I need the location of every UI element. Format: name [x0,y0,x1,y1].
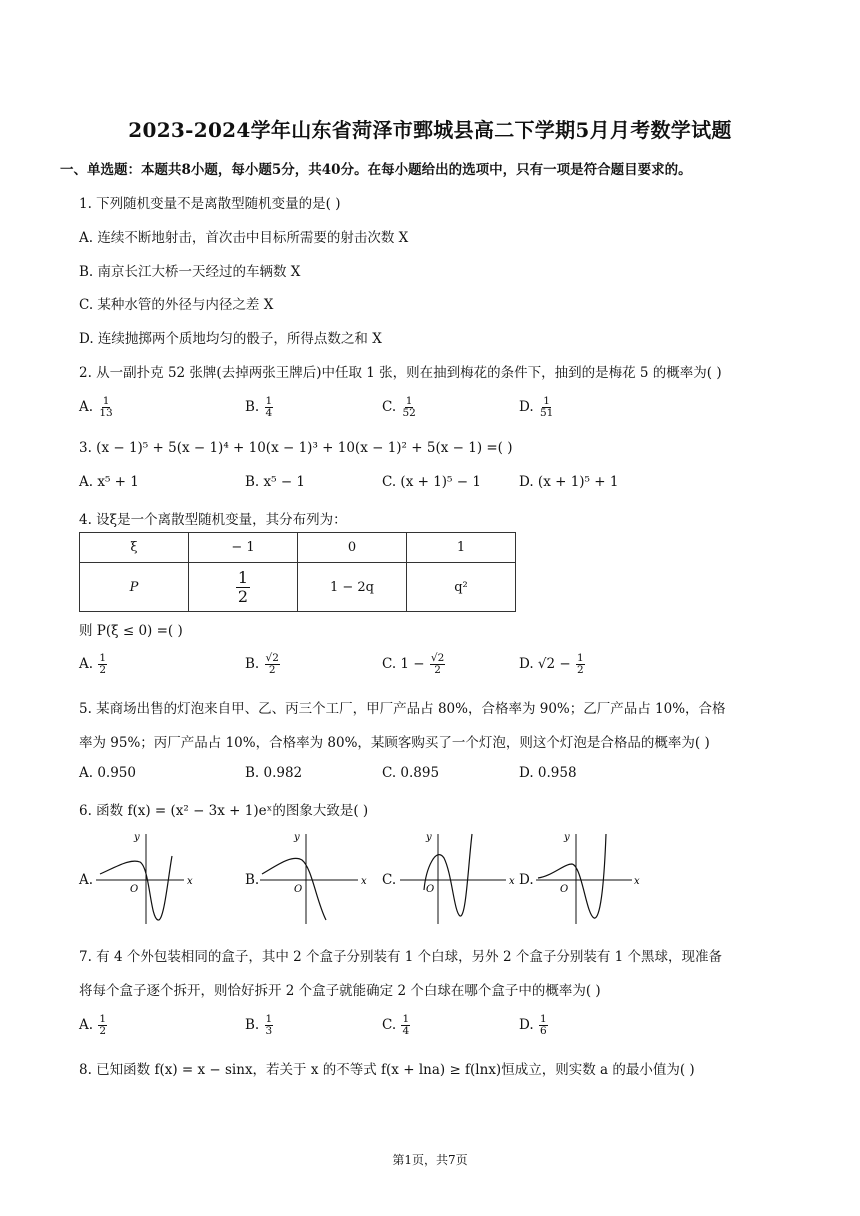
svg-text:y: y [294,832,300,843]
q1-stem: 1. 下列随机变量不是离散型随机变量的是( ) [79,196,341,212]
page-footer: 第1页，共7页 [392,1153,468,1167]
section-heading: 一、单选题：本题共8小题，每小题5分，共40分。在每小题给出的选项中，只有一项是符合题目要求的。 [60,162,692,178]
q3-option-a: A. x⁵ + 1 [79,474,139,490]
q4-option-c: C. 1 − $\frac{√2}{2}$ [382,652,445,677]
q6-label-c: C. [382,872,397,888]
table-cell: q² [407,563,516,612]
q4-stem: 4. 设ξ是一个离散型随机变量，其分布列为： [79,512,347,528]
table-cell: 1 − 2q [298,563,407,612]
q7-option-d: D. $\frac{1}{6}$ [519,1013,547,1038]
graph-a [94,828,218,926]
svg-text:y: y [564,832,570,843]
table-header-cell: ξ [80,533,189,563]
q6-label-d: D. [519,872,534,888]
y-axis-label: y [134,832,140,843]
table-header-cell: − 1 [189,533,298,563]
q4-ask: 则 P(ξ ≤ 0) =( ) [79,623,183,639]
graph-d [534,828,658,926]
distribution-table [79,532,516,612]
svg-text:O: O [560,884,569,895]
q1-option-d: D. 连续抛掷两个质地均匀的骰子，所得点数之和 X [79,331,382,347]
q2-stem: 2. 从一副扑克 52 张牌(去掉两张王牌后)中任取 1 张，则在抽到梅花的条件下，抽到的是梅花 5 的概率为( ) [79,365,722,381]
q7-option-a: A. $\frac{1}{2}$ [79,1013,107,1038]
q2-option-d: D. $\frac{1}{51}$ [519,395,554,420]
q5-stem-line1: 5. 某商场出售的灯泡来自甲、乙、丙三个工厂，甲厂产品占 80%，合格率为 90%；乙厂产品占 10%，合格 [79,701,726,717]
q5-option-d: D. 0.958 [519,765,577,781]
x-axis-label: x [187,876,193,887]
q2-option-b: B. $\frac{1}{4}$ [245,395,273,420]
q8-stem: 8. 已知函数 f(x) = x − sinx，若关于 x 的不等式 f(x + lna) ≥ f(lnx)恒成立，则实数 a 的最小值为( ) [79,1062,695,1078]
q5-option-c: C. 0.895 [382,765,440,781]
svg-text:x: x [634,876,640,887]
graph-b [258,828,382,926]
table-header-cell: 1 [407,533,516,563]
q4-option-d: D. √2 − $\frac{1}{2}$ [519,652,584,677]
svg-text:y: y [426,832,432,843]
svg-text:O: O [294,884,303,895]
q6-label-a: A. [79,872,94,888]
table-row-label: P [80,563,189,612]
table-header-cell: 0 [298,533,407,563]
q1-option-a: A. 连续不断地射击，首次击中目标所需要的射击次数 X [79,230,409,246]
q3-stem: 3. (x − 1)⁵ + 5(x − 1)⁴ + 10(x − 1)³ + 10(x − 1)² + 5(x − 1) =( ) [79,440,513,456]
q4-option-b: B. $\frac{√2}{2}$ [245,652,279,677]
graph-c [396,828,520,926]
svg-text:x: x [509,876,515,887]
q3-option-c: C. (x + 1)⁵ − 1 [382,474,481,490]
q7-option-b: B. $\frac{1}{3}$ [245,1013,273,1038]
q3-option-d: D. (x + 1)⁵ + 1 [519,474,619,490]
page-title: 2023-2024学年山东省菏泽市鄄城县高二下学期5月月考数学试题 [128,118,732,142]
q1-option-c: C. 某种水管的外径与内径之差 X [79,297,274,313]
q5-option-a: A. 0.950 [79,765,136,781]
svg-text:x: x [361,876,367,887]
q7-stem-line2: 将每个盒子逐个拆开，则恰好拆开 2 个盒子就能确定 2 个白球在哪个盒子中的概率为( ) [79,983,601,999]
q7-stem-line1: 7. 有 4 个外包装相同的盒子，其中 2 个盒子分别装有 1 个白球，另外 2 个盒子分别装有 1 个黑球，现准备 [79,949,723,965]
q3-option-b: B. x⁵ − 1 [245,474,306,490]
table-cell-half: $\frac{1}{2}$ [189,563,298,612]
svg-text:O: O [426,884,435,895]
q1-option-b: B. 南京长江大桥一天经过的车辆数 X [79,264,301,280]
q2-option-c: C. $\frac{1}{52}$ [382,395,416,420]
q2-option-a: A. $\frac{1}{13}$ [79,395,113,420]
q5-stem-line2: 率为 95%；丙厂产品占 10%，合格率为 80%，某顾客购买了一个灯泡，则这个灯泡是合格品的概率为( ) [79,735,710,751]
q6-label-b: B. [245,872,260,888]
q5-option-b: B. 0.982 [245,765,303,781]
q6-stem: 6. 函数 f(x) = (x² − 3x + 1)eˣ的图象大致是( ) [79,803,369,819]
q4-option-a: A. $\frac{1}{2}$ [79,652,107,677]
origin-label: O [130,884,139,895]
q7-option-c: C. $\frac{1}{4}$ [382,1013,410,1038]
